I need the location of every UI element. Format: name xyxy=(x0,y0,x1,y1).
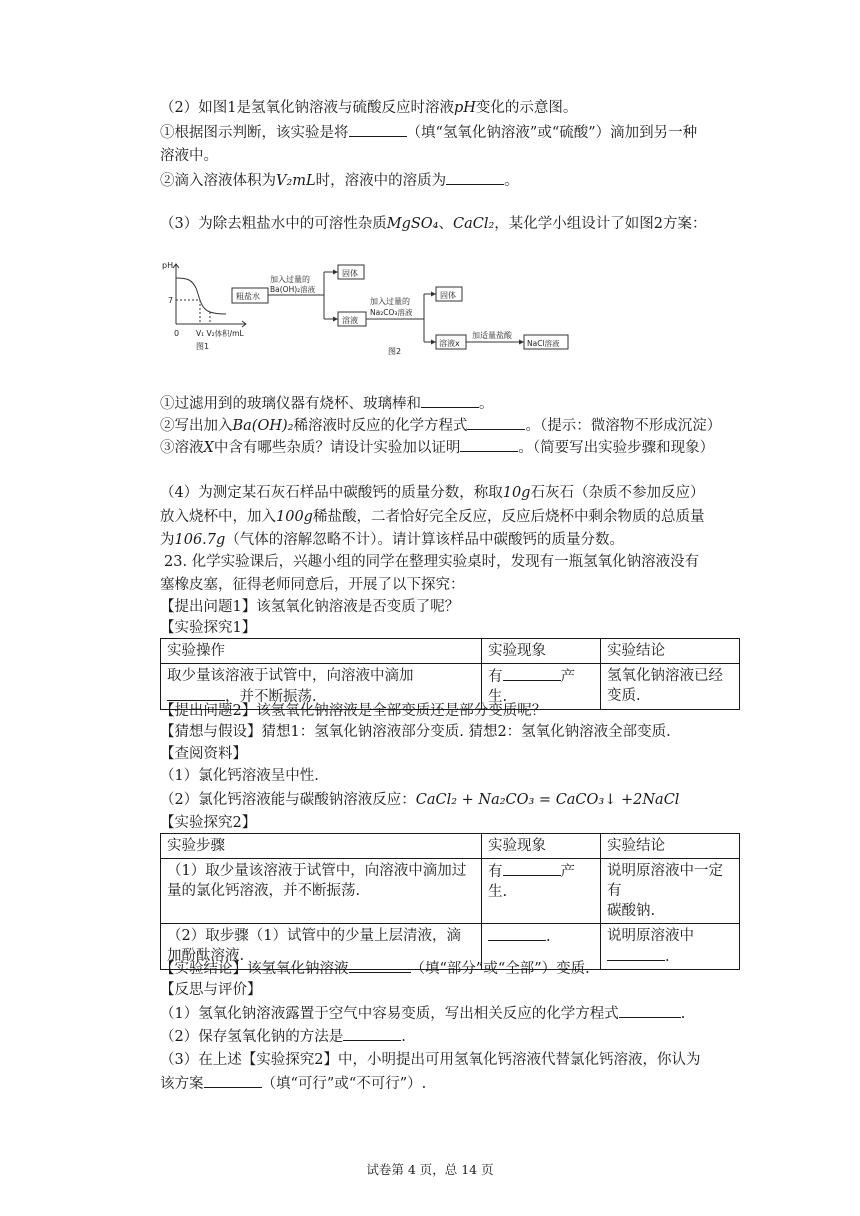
text: 生. xyxy=(488,884,508,900)
text: ①根据图示判断，该实验是将 xyxy=(160,125,349,141)
header-cell: 实验操作 xyxy=(161,639,482,664)
text: 生. xyxy=(488,689,508,705)
q23-reflection-heading: 【反思与评价】 xyxy=(160,982,262,998)
header-cell: 实验现象 xyxy=(482,834,601,859)
q23-intro-l1: 23. 化学实验课后，兴趣小组的同学在整理实验桌时，发现有一瓶氢氧化钠溶液没有 xyxy=(164,554,700,570)
fig2-add2-l2: Na₂CO₃溶液 xyxy=(370,308,413,317)
text: ③溶液 xyxy=(160,440,204,456)
fig2-solid2-label: 固体 xyxy=(440,291,456,300)
answer-blank[interactable] xyxy=(421,393,479,408)
text: . xyxy=(401,1029,406,1045)
table-header-row xyxy=(161,834,740,859)
text: （4）为测定某石灰石样品中碳酸钙的质量分数，称取 xyxy=(160,485,503,501)
answer-blank[interactable] xyxy=(503,861,561,876)
q23-exp1-heading: 【实验探究1】 xyxy=(160,620,257,636)
answer-blank[interactable] xyxy=(167,686,225,701)
text: 有 xyxy=(488,864,503,880)
fig1-ph7-label: 7 xyxy=(168,296,174,305)
fig2-solution-x-label: 溶液x xyxy=(439,339,460,348)
q23-hypothesis: 【猜想与假设】猜想1：氢氧化钠溶液部分变质. 猜想2：氢氧化钠溶液全部变质. xyxy=(160,724,671,740)
text: （2）保存氢氧化钠的方法是 xyxy=(160,1029,344,1045)
text: 稀溶液时反应的化学方程式 xyxy=(293,418,468,434)
q22-part4-l1 xyxy=(160,483,704,503)
formula: Ba(OH)₂ xyxy=(232,418,294,434)
text: 稀盐酸，二者恰好完全反应，反应后烧杯中剩余物质的总质量 xyxy=(312,509,705,525)
text: 有 xyxy=(607,883,622,899)
q22-part4-l3 xyxy=(160,530,624,550)
fig1-ph-curve xyxy=(176,278,226,314)
text: 变化的示意图。 xyxy=(475,100,578,116)
fig2-nacl-label: NaCl溶液 xyxy=(527,339,560,348)
q22-part4-l2 xyxy=(160,507,704,527)
text: 说明原溶液中一定 xyxy=(607,863,723,879)
text: （1）取少量该溶液于试管中，向溶液中滴加过 xyxy=(167,863,467,879)
q23-reflection-3-cont xyxy=(160,1073,426,1094)
formula: MgSO₄ xyxy=(386,216,439,232)
fig2-solution-label: 溶液 xyxy=(342,316,358,325)
table-experiment-2 xyxy=(160,833,740,970)
q22-part3-sub1 xyxy=(160,393,494,414)
q22-part2-sub1 xyxy=(160,122,697,143)
answer-blank[interactable] xyxy=(204,1073,262,1088)
page-footer: 试卷第 4 页，总 14 页 xyxy=(366,1162,494,1177)
answer-blank[interactable] xyxy=(349,958,411,973)
answer-blank[interactable] xyxy=(503,666,561,681)
q23-reflection-1 xyxy=(160,1003,685,1024)
table-row xyxy=(161,859,740,924)
text: 石灰石（杂质不参加反应） xyxy=(530,485,705,501)
mass: 10g xyxy=(502,485,531,501)
q23-reflection-3: （3）在上述【实验探究2】中，小明提出可用氢氧化钙溶液代替氯化钙溶液，你认为 xyxy=(160,1052,701,1068)
q22-part2-sub2 xyxy=(160,170,519,191)
fig1-caption: 图1 xyxy=(196,342,210,351)
fig1-origin: 0 xyxy=(174,329,180,338)
text: ，并不断振荡. xyxy=(225,689,317,705)
fig2-salt-label: 粗盐水 xyxy=(236,292,260,301)
text: （2）如图1是氢氧化钠溶液与硫酸反应时溶液 xyxy=(160,100,454,116)
text: 。 xyxy=(504,173,519,189)
formula: CaCl₂ xyxy=(453,216,495,232)
text: 产 xyxy=(560,864,575,880)
header-cell: 实验结论 xyxy=(601,834,740,859)
text: 中含有哪些杂质？请设计实验加以证明 xyxy=(213,440,461,456)
text: 氢氧化钠溶液已经 xyxy=(607,668,723,684)
header-cell: 实验步骤 xyxy=(161,834,482,859)
text: 产 xyxy=(560,669,575,685)
text: 加酚酞溶液. xyxy=(167,948,245,964)
fig2-add2-l1: 加入过量的 xyxy=(370,297,410,306)
q23-question2: 【提出问题2】该氢氧化钠溶液是全部变质还是部分变质呢？ xyxy=(160,703,547,719)
mass: 100g xyxy=(276,509,313,525)
text: . xyxy=(546,929,551,945)
text: 说明原溶液中 xyxy=(607,928,694,944)
text: 取少量该溶液于试管中，向溶液中滴加 xyxy=(167,668,414,684)
q23-conclusion xyxy=(160,958,590,979)
table-experiment-1 xyxy=(160,638,740,710)
answer-blank[interactable] xyxy=(343,1026,401,1041)
answer-blank[interactable] xyxy=(488,926,546,941)
text: （填“部分”或“全部”）变质. xyxy=(410,961,590,977)
text: （填“氢氧化钠溶液”或“硫酸”）滴加到另一种 xyxy=(406,125,698,141)
fig2-add1-l1: 加入过量的 xyxy=(270,275,310,284)
text: 有 xyxy=(488,669,503,685)
answer-blank[interactable] xyxy=(460,437,518,452)
text: 量的氯化钙溶液，并不断振荡. xyxy=(167,883,361,899)
text: 、 xyxy=(438,216,453,232)
q23-exp2-heading: 【实验探究2】 xyxy=(160,815,257,831)
text: （2）氯化钙溶液能与碳酸钠溶液反应： xyxy=(160,792,416,808)
mass: 106.7g xyxy=(174,532,226,548)
text: ①过滤用到的玻璃仪器有烧杯、玻璃棒和 xyxy=(160,396,421,412)
text: （2）取步骤（1）试管中的少量上层清液，滴 xyxy=(167,928,461,944)
text: 。（简要写出实验步骤和现象） xyxy=(518,440,715,456)
text: 。（提示：微溶物不形成沉淀） xyxy=(525,418,722,434)
volume-symbol: V₂mL xyxy=(276,173,316,189)
answer-blank[interactable] xyxy=(607,946,665,961)
text: （填“可行”或“不可行”）. xyxy=(261,1076,427,1092)
header-cell: 实验结论 xyxy=(601,639,740,664)
figures-1-2 xyxy=(160,258,580,358)
ph-symbol: pH xyxy=(453,100,476,116)
text: 【实验结论】该氢氧化钠溶液 xyxy=(160,961,349,977)
text: ，某化学小组设计了如图2方案： xyxy=(494,216,707,232)
text: 该方案 xyxy=(160,1076,204,1092)
text: ②写出加入 xyxy=(160,418,233,434)
text: 变质. xyxy=(607,688,641,704)
text: （1）氢氧化钠溶液露置于空气中容易变质，写出相关反应的化学方程式 xyxy=(160,1006,619,1022)
text: . xyxy=(665,949,670,965)
text: 为 xyxy=(160,532,175,548)
fig1-ylabel: pH xyxy=(162,261,174,270)
q22-part2-intro xyxy=(160,98,577,118)
fig2-solid1-label: 固体 xyxy=(342,269,358,278)
cell-step xyxy=(161,859,482,924)
cell-conclusion xyxy=(601,859,740,924)
q23-intro-l2: 塞橡皮塞，征得老师同意后，开展了以下探究： xyxy=(160,577,465,593)
q22-part2-sub1-cont xyxy=(160,146,218,166)
text: 碳酸钠. xyxy=(607,903,656,919)
fig2-add3: 加适量盐酸 xyxy=(472,331,512,340)
chemical-equation: CaCl₂ + Na₂CO₃ = CaCO₃↓ +2NaCl xyxy=(415,792,680,808)
answer-blank[interactable] xyxy=(446,170,504,185)
header-cell: 实验现象 xyxy=(482,639,601,664)
variable-x: X xyxy=(203,440,214,456)
fig1-xlabels: V₁ V₂体积/mL xyxy=(196,329,244,338)
fig2-caption: 图2 xyxy=(388,347,402,356)
table-header-row xyxy=(161,639,740,664)
text: 溶液中。 xyxy=(160,148,218,164)
q23-reference-2 xyxy=(160,790,679,810)
text: （3）为除去粗盐水中的可溶性杂质 xyxy=(160,216,387,232)
q23-reference-1: （1）氯化钙溶液呈中性. xyxy=(160,768,319,784)
text: 放入烧杯中，加入 xyxy=(160,509,276,525)
cell-phenomenon xyxy=(482,859,601,924)
q22-part3-sub2 xyxy=(160,415,721,436)
text: ②滴入溶液体积为 xyxy=(160,173,276,189)
cell-conclusion xyxy=(601,924,740,970)
answer-blank[interactable] xyxy=(619,1003,681,1018)
answer-blank[interactable] xyxy=(467,415,525,430)
q22-part3-sub3 xyxy=(160,437,714,458)
text: . xyxy=(680,1006,686,1022)
q22-part3-intro xyxy=(160,214,707,234)
q23-question1: 【提出问题1】该氢氧化钠溶液是否变质了呢？ xyxy=(160,599,460,615)
cell-conclusion xyxy=(601,664,740,710)
q23-reflection-2 xyxy=(160,1026,406,1047)
text: （气体的溶解忽略不计）。请计算该样品中碳酸钙的质量分数。 xyxy=(225,532,625,548)
text: 时，溶液中的溶质为 xyxy=(315,173,447,189)
text: 。 xyxy=(479,396,494,412)
q23-reference-heading: 【查阅资料】 xyxy=(160,746,247,762)
answer-blank[interactable] xyxy=(349,122,407,137)
fig2-add1-l2: Ba(OH)₂溶液 xyxy=(270,285,316,294)
